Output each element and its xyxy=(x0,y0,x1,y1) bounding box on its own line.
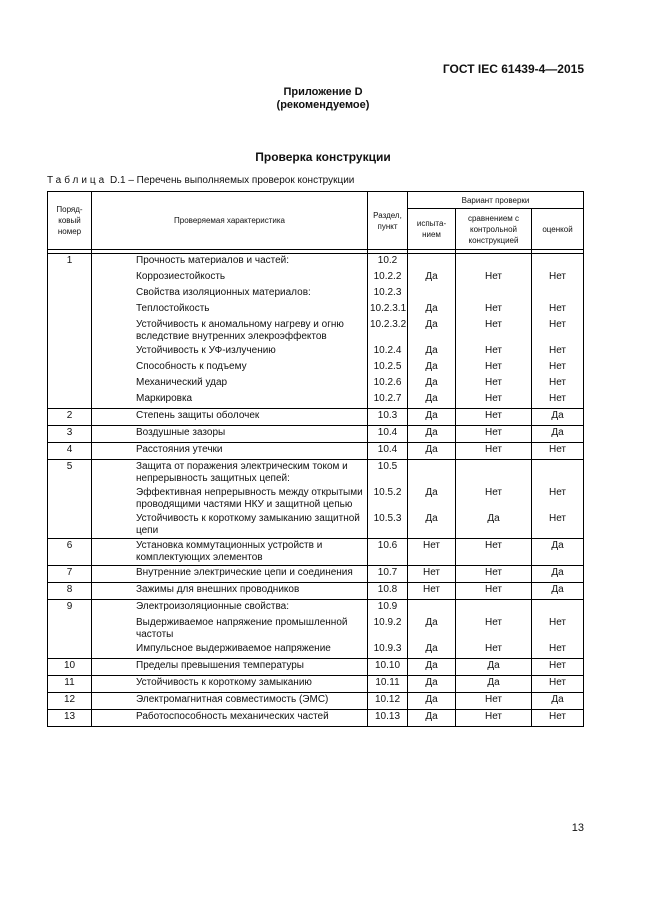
header-assess: оценкой xyxy=(532,209,584,250)
row-characteristic: Механический удар xyxy=(92,376,368,392)
table-row xyxy=(48,642,584,659)
row-test: Да xyxy=(408,443,456,460)
row-num: 11 xyxy=(48,676,92,693)
row-clause: 10.10 xyxy=(368,659,408,676)
row-num xyxy=(48,392,92,409)
row-test: Да xyxy=(408,409,456,426)
row-assess: Нет xyxy=(532,302,584,318)
row-test xyxy=(408,460,456,487)
row-num xyxy=(48,616,92,642)
row-compare xyxy=(456,254,532,271)
row-num xyxy=(48,302,92,318)
row-clause: 10.4 xyxy=(368,443,408,460)
row-assess: Да xyxy=(532,566,584,583)
table-row xyxy=(48,344,584,360)
row-test: Да xyxy=(408,270,456,286)
row-characteristic: Электроизоляционные свойства: xyxy=(92,600,368,617)
row-compare: Нет xyxy=(456,376,532,392)
table-row xyxy=(48,443,584,460)
row-compare: Да xyxy=(456,659,532,676)
row-test: Да xyxy=(408,360,456,376)
row-test: Да xyxy=(408,693,456,710)
table-row xyxy=(48,539,584,566)
row-num: 8 xyxy=(48,583,92,600)
row-characteristic: Устойчивость к аномальному нагреву и огню вследствие внутренних элекроэффектов xyxy=(92,318,368,344)
row-characteristic: Маркировка xyxy=(92,392,368,409)
table-row xyxy=(48,409,584,426)
row-assess: Нет xyxy=(532,318,584,344)
row-compare: Нет xyxy=(456,583,532,600)
page-number: 13 xyxy=(571,822,584,834)
row-num: 4 xyxy=(48,443,92,460)
appendix-subtitle: (рекомендуемое) xyxy=(276,99,370,111)
table-row xyxy=(48,360,584,376)
row-assess: Нет xyxy=(532,642,584,659)
row-characteristic: Зажимы для внешних проводников xyxy=(92,583,368,600)
header-compare: сравнением с контрольной конструкцией xyxy=(456,209,532,250)
table-row xyxy=(48,693,584,710)
row-assess xyxy=(532,254,584,271)
row-clause: 10.11 xyxy=(368,676,408,693)
row-clause: 10.5.2 xyxy=(368,486,408,512)
row-characteristic: Коррозиестойкость xyxy=(92,270,368,286)
row-compare: Да xyxy=(456,676,532,693)
row-clause: 10.5 xyxy=(368,460,408,487)
row-clause: 10.7 xyxy=(368,566,408,583)
row-characteristic: Расстояния утечки xyxy=(92,443,368,460)
row-test: Да xyxy=(408,426,456,443)
row-assess: Да xyxy=(532,583,584,600)
row-characteristic: Эффективная непрерывность между открытыми проводящими частями НКУ и защитной цепью xyxy=(92,486,368,512)
row-test: Нет xyxy=(408,583,456,600)
table-caption xyxy=(47,175,354,186)
appendix-heading xyxy=(0,86,646,112)
row-compare: Нет xyxy=(456,318,532,344)
row-num xyxy=(48,376,92,392)
row-assess xyxy=(532,460,584,487)
row-clause: 10.9.3 xyxy=(368,642,408,659)
table-caption-label: Таблица xyxy=(47,175,108,186)
row-assess: Нет xyxy=(532,676,584,693)
row-num xyxy=(48,270,92,286)
row-assess: Нет xyxy=(532,486,584,512)
row-test: Да xyxy=(408,676,456,693)
row-clause: 10.2.3 xyxy=(368,286,408,302)
row-compare: Нет xyxy=(456,539,532,566)
row-num xyxy=(48,318,92,344)
table-row xyxy=(48,426,584,443)
table-header xyxy=(48,192,584,250)
row-clause: 10.2.3.2 xyxy=(368,318,408,344)
table-row xyxy=(48,710,584,727)
row-compare xyxy=(456,460,532,487)
row-compare: Нет xyxy=(456,642,532,659)
table-row xyxy=(48,512,584,539)
row-assess: Нет xyxy=(532,616,584,642)
row-characteristic: Установка коммутационных устройств и комплектующих элементов xyxy=(92,539,368,566)
row-characteristic: Работоспособность механических частей xyxy=(92,710,368,727)
row-clause: 10.5.3 xyxy=(368,512,408,539)
row-characteristic: Устойчивость к короткому замыканию xyxy=(92,676,368,693)
row-test: Да xyxy=(408,710,456,727)
row-clause: 10.8 xyxy=(368,583,408,600)
row-assess xyxy=(532,600,584,617)
row-clause: 10.2 xyxy=(368,254,408,271)
row-assess: Нет xyxy=(532,392,584,409)
table-row xyxy=(48,302,584,318)
row-clause: 10.9 xyxy=(368,600,408,617)
row-test xyxy=(408,286,456,302)
row-test: Да xyxy=(408,344,456,360)
row-characteristic: Выдерживаемое напряжение промышленной частоты xyxy=(92,616,368,642)
row-compare: Нет xyxy=(456,302,532,318)
row-assess: Нет xyxy=(532,443,584,460)
row-test: Да xyxy=(408,486,456,512)
row-test: Да xyxy=(408,392,456,409)
row-compare: Нет xyxy=(456,443,532,460)
row-compare: Нет xyxy=(456,392,532,409)
row-test: Да xyxy=(408,642,456,659)
row-clause: 10.3 xyxy=(368,409,408,426)
row-assess: Нет xyxy=(532,512,584,539)
header-test: испыта-нием xyxy=(408,209,456,250)
row-num: 5 xyxy=(48,460,92,487)
row-num xyxy=(48,286,92,302)
row-test: Нет xyxy=(408,539,456,566)
row-compare: Нет xyxy=(456,426,532,443)
table-row xyxy=(48,616,584,642)
row-assess: Нет xyxy=(532,659,584,676)
row-characteristic: Защита от поражения электрическим током и непрерывность защитных цепей: xyxy=(92,460,368,487)
table-row xyxy=(48,583,584,600)
row-assess: Нет xyxy=(532,376,584,392)
row-clause: 10.2.6 xyxy=(368,376,408,392)
row-clause: 10.2.3.1 xyxy=(368,302,408,318)
row-num xyxy=(48,360,92,376)
row-test: Да xyxy=(408,512,456,539)
row-assess: Нет xyxy=(532,270,584,286)
header-variant: Вариант проверки xyxy=(408,192,584,209)
table-row xyxy=(48,460,584,487)
row-compare: Нет xyxy=(456,344,532,360)
row-assess: Да xyxy=(532,409,584,426)
row-clause: 10.4 xyxy=(368,426,408,443)
table-row xyxy=(48,376,584,392)
row-test: Да xyxy=(408,302,456,318)
row-assess: Нет xyxy=(532,710,584,727)
row-num xyxy=(48,642,92,659)
row-characteristic: Пределы превышения температуры xyxy=(92,659,368,676)
row-characteristic: Импульсное выдерживаемое напряжение xyxy=(92,642,368,659)
row-assess: Да xyxy=(532,426,584,443)
row-num: 2 xyxy=(48,409,92,426)
table-row xyxy=(48,486,584,512)
row-test: Да xyxy=(408,659,456,676)
row-num: 12 xyxy=(48,693,92,710)
row-num xyxy=(48,344,92,360)
row-assess: Нет xyxy=(532,360,584,376)
table-row xyxy=(48,392,584,409)
row-characteristic: Степень защиты оболочек xyxy=(92,409,368,426)
table-row xyxy=(48,286,584,302)
row-compare: Нет xyxy=(456,360,532,376)
row-compare: Нет xyxy=(456,616,532,642)
appendix-title: Приложение D xyxy=(283,86,363,98)
row-num: 7 xyxy=(48,566,92,583)
row-assess: Да xyxy=(532,693,584,710)
header-clause: Раздел, пункт xyxy=(368,192,408,250)
row-test: Нет xyxy=(408,566,456,583)
row-test xyxy=(408,254,456,271)
row-clause: 10.2.2 xyxy=(368,270,408,286)
row-compare: Нет xyxy=(456,409,532,426)
row-num: 3 xyxy=(48,426,92,443)
row-clause: 10.12 xyxy=(368,693,408,710)
row-characteristic: Способность к подъему xyxy=(92,360,368,376)
row-test: Да xyxy=(408,376,456,392)
row-compare: Да xyxy=(456,512,532,539)
row-compare xyxy=(456,286,532,302)
row-test: Да xyxy=(408,318,456,344)
table-body xyxy=(48,250,584,727)
row-clause: 10.6 xyxy=(368,539,408,566)
row-num xyxy=(48,486,92,512)
header-num: Поряд-ковый номер xyxy=(48,192,92,250)
row-num: 13 xyxy=(48,710,92,727)
row-characteristic: Теплостойкость xyxy=(92,302,368,318)
row-compare: Нет xyxy=(456,693,532,710)
row-num xyxy=(48,512,92,539)
table-row xyxy=(48,318,584,344)
table-row xyxy=(48,270,584,286)
row-characteristic: Воздушные зазоры xyxy=(92,426,368,443)
row-characteristic: Внутренние электрические цепи и соединения xyxy=(92,566,368,583)
table-row xyxy=(48,676,584,693)
row-clause: 10.2.5 xyxy=(368,360,408,376)
standard-designation: ГОСТ IEC 61439-4—2015 xyxy=(442,62,584,76)
header-characteristic: Проверяемая характеристика xyxy=(92,192,368,250)
row-assess: Да xyxy=(532,539,584,566)
row-characteristic: Устойчивость к УФ-излучению xyxy=(92,344,368,360)
row-clause: 10.2.4 xyxy=(368,344,408,360)
row-characteristic: Устойчивость к короткому замыканию защитной цепи xyxy=(92,512,368,539)
row-num: 10 xyxy=(48,659,92,676)
row-compare: Нет xyxy=(456,270,532,286)
row-characteristic: Электромагнитная совместимость (ЭМС) xyxy=(92,693,368,710)
row-assess: Нет xyxy=(532,344,584,360)
verification-table xyxy=(47,191,584,727)
row-clause: 10.13 xyxy=(368,710,408,727)
table-row xyxy=(48,600,584,617)
section-title: Проверка конструкции xyxy=(255,150,391,164)
row-compare xyxy=(456,600,532,617)
row-test xyxy=(408,600,456,617)
row-characteristic: Прочность материалов и частей: xyxy=(92,254,368,271)
row-test: Да xyxy=(408,616,456,642)
row-characteristic: Свойства изоляционных материалов: xyxy=(92,286,368,302)
row-compare: Нет xyxy=(456,710,532,727)
row-compare: Нет xyxy=(456,486,532,512)
table-row xyxy=(48,659,584,676)
row-num: 6 xyxy=(48,539,92,566)
row-num: 9 xyxy=(48,600,92,617)
row-num: 1 xyxy=(48,254,92,271)
table-row xyxy=(48,254,584,271)
row-clause: 10.2.7 xyxy=(368,392,408,409)
table-row xyxy=(48,566,584,583)
row-assess xyxy=(532,286,584,302)
row-clause: 10.9.2 xyxy=(368,616,408,642)
row-compare: Нет xyxy=(456,566,532,583)
table-caption-text: D.1 – Перечень выполняемых проверок конструкции xyxy=(110,175,355,186)
